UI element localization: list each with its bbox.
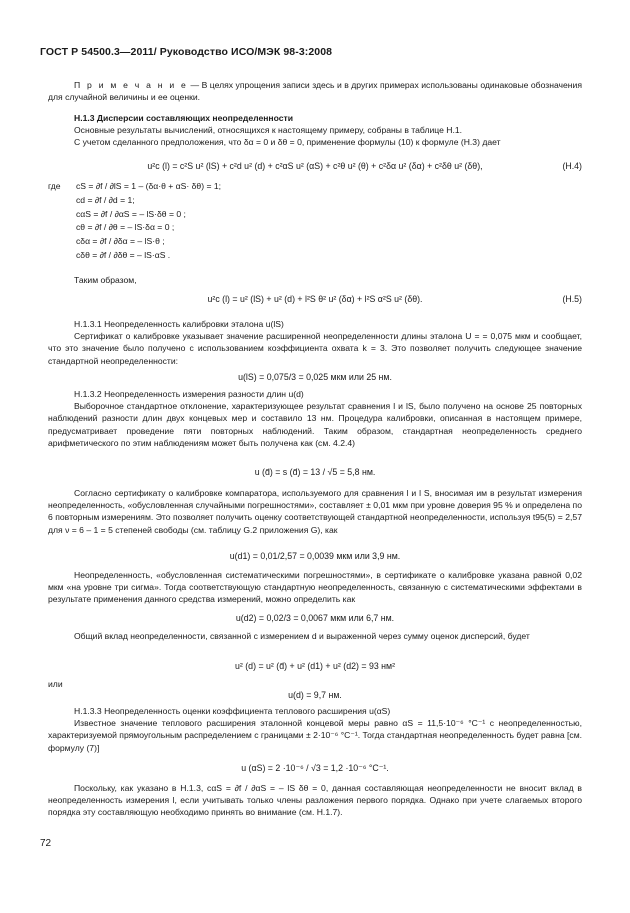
note-label: П р и м е ч а н и е (74, 80, 189, 90)
formula-u2-d: u² (d) = u² (d̄) + u² (d1) + u² (d2) = 93 нм² (234, 661, 396, 671)
definition-calpha: cαS = ∂f / ∂αS = – lS·δθ = 0 ; (76, 208, 186, 219)
section-h133-title: Н.1.3.3 Неопределенность оценки коэффициента теплового расширения u(αS) (74, 706, 391, 716)
section-h132-p4: Общий вклад неопределенности, связанной с измерением d и выраженной через сумму оценок дисперсий, будет (74, 631, 530, 641)
definitions-list (48, 180, 348, 263)
definition-cdelta-alpha: cδα = ∂f / ∂δα = – lS·θ ; (76, 236, 165, 247)
note-paragraph (48, 79, 582, 103)
section-h132 (48, 388, 582, 449)
definition-row (48, 235, 348, 249)
formula-u-d: u(d) = 9,7 нм. (288, 690, 342, 700)
definition-row (48, 221, 348, 235)
section-h133 (48, 705, 582, 754)
definition-row (48, 249, 348, 263)
thus-text: Таким образом, (74, 275, 137, 285)
definition-row (48, 194, 348, 208)
definition-row (48, 208, 348, 222)
section-h132-p3-block (48, 569, 582, 606)
thus-paragraph (48, 274, 582, 286)
section-h132-title: Н.1.3.2 Неопределенность измерения разности длин u(d) (74, 389, 304, 399)
section-h131-title: Н.1.3.1 Неопределенность калибровки эталона u(lS) (74, 319, 284, 329)
definition-cd: cd = ∂f / ∂d = 1; (76, 194, 135, 205)
section-h132-p4-block (48, 630, 582, 642)
page-header: ГОСТ Р 54500.3—2011/ Руководство ИСО/МЭК 98-3:2008 (40, 46, 333, 58)
section-h13-p2: С учетом сделанного предположения, что δα = 0 и δθ = 0, применение формулы (10) к формуле (Н.3) дает (74, 137, 501, 148)
section-h132-p2-block (48, 487, 582, 536)
formula-u-d2: u(d2) = 0,02/3 = 0,0067 мкм или 6,7 нм. (235, 613, 395, 623)
formula-u-alpha: u (αS) = 2 ·10⁻⁶ / √3 = 1,2 ·10⁻⁶ °C⁻¹. (241, 763, 389, 773)
section-h132-p1: Выборочное стандартное отклонение, характеризующее результат сравнения l и lS, было получено на основе 25 повторных наблюдений разности длин двух концевых мер и составило 13 нм. Процедура калибровки, описанная в настоящем примере, предусматривает проведение пяти повторных наблюдений. Таким образом, стандартная неопределенность среднего арифметического по этим наблюдениям может быть получена как (см. 4.2.4) (48, 401, 582, 448)
note-text: — В целях упрощения записи здесь и в других примерах использованы одинаковые обозначения для случайной величины и ее оценки. (48, 80, 582, 103)
equation-h5-number: (Н.5) (562, 294, 582, 304)
equation-h4: u²c (l) = c²S u² (lS) + c²d u² (d) + c²αS u² (αS) + c²θ u² (θ) + c²δα u² (δα) + c²δθ u² (δθ), (147, 161, 483, 171)
section-h133-p2: Поскольку, как указано в Н.1.3, cαS = ∂f / ∂αS = – lS δθ = 0, данная составляющая неопределенности не вносит вклад в неопределенность измерения l, если учитывать только члены разложения первого порядка. Однако при учете слагаемых второго порядка эту составляющую необходимо принять во внимание (см. Н.1.7). (48, 783, 582, 818)
section-h13-title: Н.1.3 Дисперсии составляющих неопределенности (74, 113, 294, 123)
section-h133-p1: Известное значение теплового расширения эталонной концевой меры равно αS = 11,5·10⁻⁶ °C⁻¹ с неопределенностью, характеризуемой прямоугольным распределением с границами ± 2·10⁻⁶ °C⁻¹. Тогда стандартная неопределенность будет равна [см. формулу (7)] (48, 718, 582, 753)
definition-row (48, 180, 348, 194)
definition-cs: cS = ∂f / ∂lS = 1 – (δα·θ + αS· δθ) = 1; (76, 181, 222, 191)
section-h13-p1: Основные результаты вычислений, относящихся к настоящему примеру, собраны в таблице Н.1. (74, 125, 463, 136)
formula-u-d1: u(d1) = 0,01/2,57 = 0,0039 мкм или 3,9 нм. (229, 551, 401, 561)
or-text: или (48, 679, 63, 689)
definition-cdelta-theta: cδθ = ∂f / ∂δθ = – lS·αS . (76, 249, 171, 260)
formula-u-ls: u(lS) = 0,075/3 = 0,025 мкм или 25 нм. (238, 372, 392, 382)
section-h131-text: Сертификат о калибровке указывает значение расширенной неопределенности длины эталона U = = 0,075 мкм и сообщает, что это значение было получено с использованием коэффициента охвата k = 3. Это позволяет получить следующее значение стандартной неопределенности: (48, 331, 582, 366)
where-label: где (48, 181, 61, 191)
equation-h4-number: (Н.4) (562, 161, 582, 171)
section-h133-p2-block (48, 782, 582, 819)
formula-u-dbar: u (d̄) = s (d̄) = 13 / √5 = 5,8 нм. (254, 467, 376, 477)
definition-ctheta: cθ = ∂f / ∂θ = – lS·δα = 0 ; (76, 222, 175, 233)
section-h132-p2: Согласно сертификату о калибровке компаратора, используемого для сравнения l и l S, вносимая им в результат измерения неопределенность, «обусловленная случайными погрешностями», составляет ± 0,01 мкм при уровне доверия 95 % и определена по 6 повторным измерениям. Это позволяет получить оценку соответствующей стандартной неопределенности, используя t95(5) = 2,57 для ν = 6 – 1 = 5 степеней свободы (см. таблицу G.2 приложения G), как (48, 488, 582, 535)
page-number: 72 (40, 838, 52, 849)
section-h131 (48, 318, 582, 367)
section-h13 (48, 112, 582, 149)
section-h132-p3: Неопределенность, «обусловленная систематическими погрешностями», в сертификате о калибровке указана равной 0,02 мкм «на уровне три сигма». Тогда соответствующую стандартную неопределенность, связанную с систематическими эффектами в результате применения данного средства измерений, можно определить как (48, 570, 582, 605)
equation-h5: u²c (l) = u² (lS) + u² (d) + l²S θ² u² (δα) + l²S α²S u² (δθ). (207, 294, 423, 304)
